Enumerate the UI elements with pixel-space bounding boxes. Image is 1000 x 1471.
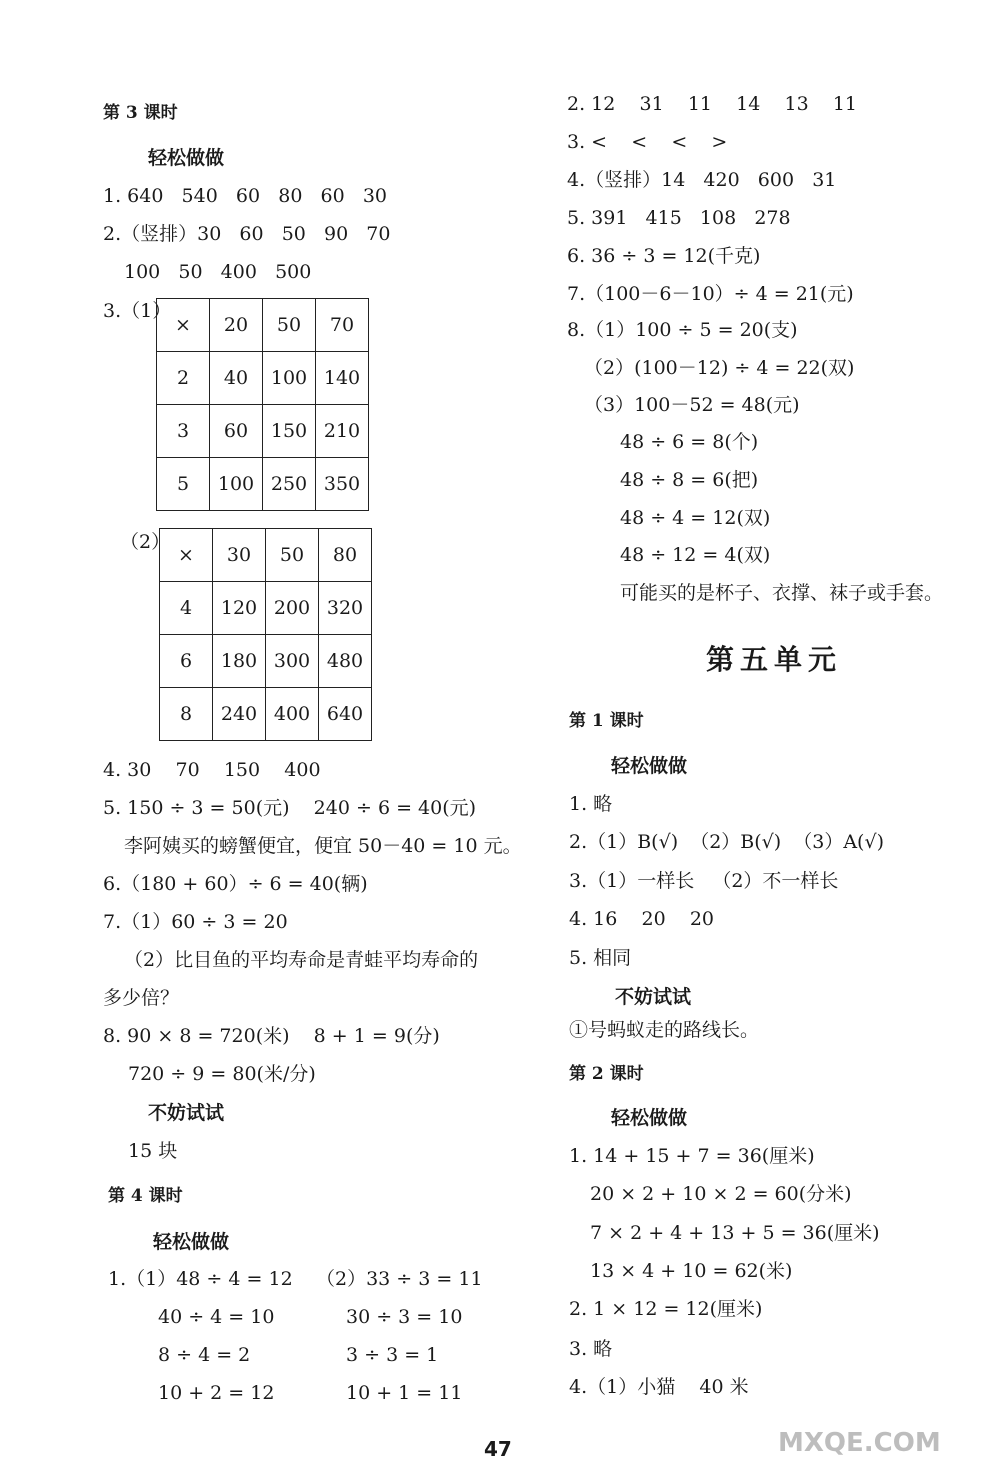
answer-line: 1. 略 [569,793,613,815]
answer-line: （2）(100－12) ÷ 4 = 22(双) [584,357,855,379]
lesson-heading: 第 3 课时 [103,103,178,123]
table-cell: 100 [210,458,263,511]
answer-line: 30 ÷ 3 = 10 [346,1306,463,1328]
table-cell: 320 [319,582,372,635]
answer-line: 1.（1）48 ÷ 4 = 12 [108,1268,293,1290]
section-heading: 轻松做做 [611,1107,688,1129]
answer-line: 48 ÷ 12 = 4(双) [620,544,771,566]
table-cell: 150 [263,405,316,458]
table-cell: 180 [213,635,266,688]
answer-line: 3.（1）一样长 （2）不一样长 [569,870,839,892]
answer-line: 7 × 2 + 4 + 13 + 5 = 36(厘米) [590,1222,880,1244]
table-cell: 300 [266,635,319,688]
table-cell: 480 [319,635,372,688]
table-cell: 200 [266,582,319,635]
answer-line: 13 × 4 + 10 = 62(米) [590,1260,793,1282]
table-cell: 80 [319,529,372,582]
answer-line: 20 × 2 + 10 × 2 = 60(分米) [590,1183,852,1205]
unit-title: 第五单元 [706,643,843,676]
table-cell: 2 [157,352,210,405]
answer-line: 2. 1 × 12 = 12(厘米) [569,1298,763,1320]
section-heading: 不妨试试 [615,986,692,1008]
section-heading: 不妨试试 [148,1102,225,1124]
answer-line: 48 ÷ 6 = 8(个) [620,431,759,453]
table-cell: 6 [160,635,213,688]
table-cell: × [157,299,210,352]
table-cell: 4 [160,582,213,635]
answer-line: 6. 36 ÷ 3 = 12(千克) [567,245,761,267]
table-cell: 140 [316,352,369,405]
answer-line: 8 ÷ 4 = 2 [158,1344,251,1366]
table-cell: 5 [157,458,210,511]
answer-line: 4. 16 20 20 [569,908,715,930]
table-cell: 40 [210,352,263,405]
multiplication-table-1 [156,298,369,511]
answer-line: ①号蚂蚁走的路线长。 [569,1019,760,1041]
table-cell: 50 [266,529,319,582]
answer-line: （2） [120,531,171,553]
answer-line: 8.（1）100 ÷ 5 = 20(支) [567,319,798,341]
answer-line: 10 + 1 = 11 [346,1382,463,1404]
table-cell: 210 [316,405,369,458]
answer-line: 720 ÷ 9 = 80(米/分) [128,1063,316,1085]
answer-line: 4.（竖排）14 420 600 31 [567,169,837,191]
table-cell: 350 [316,458,369,511]
table-cell: 100 [263,352,316,405]
answer-line: 10 + 2 = 12 [158,1382,275,1404]
table-cell: 50 [263,299,316,352]
answer-line: 1. 14 + 15 + 7 = 36(厘米) [569,1145,815,1167]
lesson-heading: 第 1 课时 [569,711,644,731]
answer-line: （2）比目鱼的平均寿命是青蛙平均寿命的 [124,949,479,971]
answer-line: 5. 150 ÷ 3 = 50(元) 240 ÷ 6 = 40(元) [103,797,477,819]
section-heading: 轻松做做 [153,1231,230,1253]
answer-line: （3）100－52 = 48(元) [584,394,800,416]
answer-line: 15 块 [128,1140,178,1162]
answer-line: 40 ÷ 4 = 10 [158,1306,275,1328]
answer-line: 1. 640 540 60 80 60 30 [103,185,387,207]
section-heading: 轻松做做 [611,755,688,777]
table-cell: 20 [210,299,263,352]
answer-line: 5. 相同 [569,947,632,969]
lesson-heading: 第 2 课时 [569,1064,644,1084]
section-heading: 轻松做做 [148,147,225,169]
lesson-heading: 第 4 课时 [108,1186,183,1206]
table-cell: 60 [210,405,263,458]
page-number: 47 [484,1437,512,1461]
answer-line: （2）33 ÷ 3 = 11 [316,1268,483,1290]
answer-line: 7.（100－6－10）÷ 4 = 21(元) [567,283,854,305]
answer-line: 可能买的是杯子、衣撑、袜子或手套。 [620,582,944,604]
answer-line: 100 50 400 500 [124,261,312,283]
answer-line: 48 ÷ 4 = 12(双) [620,507,771,529]
table-cell: 8 [160,688,213,741]
answer-line: 3. 略 [569,1338,613,1360]
table-cell: 120 [213,582,266,635]
answer-line: 8. 90 × 8 = 720(米) 8 + 1 = 9(分) [103,1025,440,1047]
answer-line: 多少倍？ [103,987,180,1009]
answer-line: 2.（竖排）30 60 50 90 70 [103,223,391,245]
multiplication-table-2 [159,528,372,741]
answer-line: 3 ÷ 3 = 1 [346,1344,439,1366]
table-cell: 30 [213,529,266,582]
table-cell: 250 [263,458,316,511]
answer-line: 2. 12 31 11 14 13 11 [567,93,858,115]
answer-line: 7.（1）60 ÷ 3 = 20 [103,911,288,933]
answer-line: 李阿姨买的螃蟹便宜，便宜 50－40 = 10 元。 [124,835,522,857]
table-cell: 400 [266,688,319,741]
table-cell: 240 [213,688,266,741]
table-cell: 70 [316,299,369,352]
answer-line: 2.（1）B(√) （2）B(√) （3）A(√) [569,831,884,853]
answer-line: 5. 391 415 108 278 [567,207,791,229]
answer-line: 48 ÷ 8 = 6(把) [620,469,759,491]
table-cell: 3 [157,405,210,458]
watermark: MXQE.COM [778,1428,941,1458]
table-cell: 640 [319,688,372,741]
answer-line: 3. < < < > [567,131,728,153]
answer-line: 4. 30 70 150 400 [103,759,321,781]
table-cell: × [160,529,213,582]
answer-line: 6.（180 + 60）÷ 6 = 40(辆) [103,873,368,895]
answer-line: 3.（1） [103,300,172,322]
answer-line: 4.（1）小猫 40 米 [569,1376,749,1398]
